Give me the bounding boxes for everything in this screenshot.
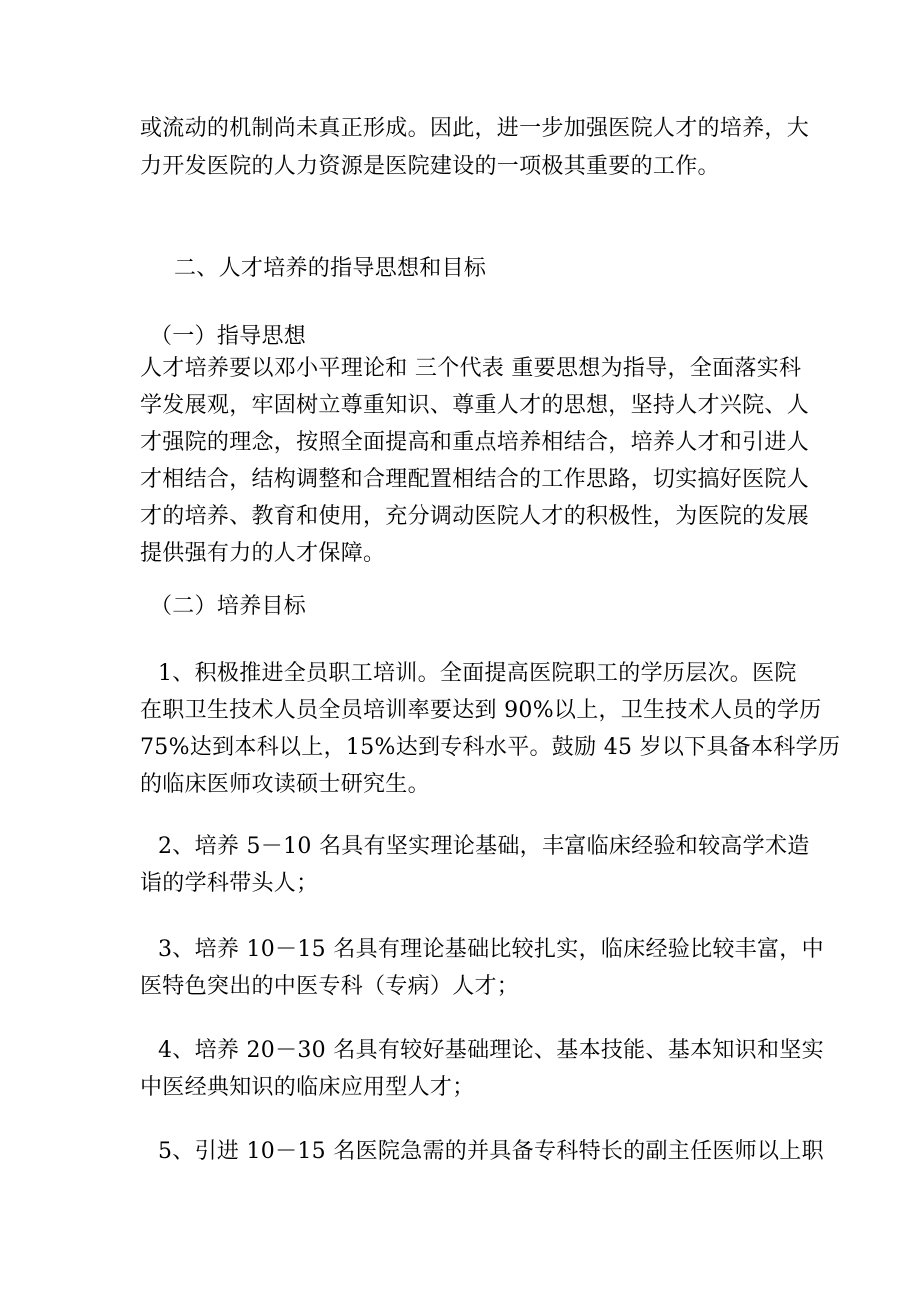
item-3-line-2: 医特色突出的中医专科（专病）人才； (140, 974, 520, 999)
item-5-line-1: 5、引进 10－15 名医院急需的并具备专科特长的副主任医师以上职 (158, 1139, 824, 1164)
guiding-line-5: 才的培养、教育和使用，充分调动医院人才的积极性，为医院的发展 (140, 504, 810, 529)
item-1-line-2: 在职卫生技术人员全员培训率要达到 90%以上，卫生技术人员的学历 (140, 698, 822, 723)
intro-line-2: 力开发医院的人力资源是医院建设的一项极其重要的工作。 (140, 154, 720, 179)
subsection-2-heading: （二）培养目标 (150, 594, 307, 619)
item-4-line-2: 中医经典知识的临床应用型人才； (140, 1075, 475, 1100)
item-1-line-3: 75%达到本科以上，15%达到专科水平。鼓励 45 岁以下具备本科学历 (140, 735, 841, 760)
guiding-line-6: 提供强有力的人才保障。 (140, 541, 386, 566)
guiding-line-2: 学发展观，牢固树立尊重知识、尊重人才的思想，坚持人才兴院、人 (140, 393, 810, 418)
item-4-line-1: 4、培养 20－30 名具有较好基础理论、基本技能、基本知识和坚实 (158, 1038, 824, 1063)
item-3-line-1: 3、培养 10－15 名具有理论基础比较扎实，临床经验比较丰富，中 (158, 937, 824, 962)
guiding-line-4: 才相结合，结构调整和合理配置相结合的工作思路，切实搞好医院人 (140, 467, 810, 492)
guiding-line-1: 人才培养要以邓小平理论和 三个代表 重要思想为指导，全面落实科 (140, 356, 802, 381)
subsection-1-heading: （一）指导思想 (150, 324, 307, 349)
guiding-line-3: 才强院的理念，按照全面提高和重点培养相结合，培养人才和引进人 (140, 430, 810, 455)
intro-line-1: 或流动的机制尚未真正形成。因此，进一步加强医院人才的培养，大 (140, 116, 810, 141)
item-1-line-4: 的临床医师攻读硕士研究生。 (140, 772, 430, 797)
item-1-line-1: 1、积极推进全员职工培训。全面提高医院职工的学历层次。医院 (158, 661, 797, 686)
item-2-line-1: 2、培养 5－10 名具有坚实理论基础，丰富临床经验和较高学术造 (158, 834, 810, 859)
section-2-heading: 二、人才培养的指导思想和目标 (174, 256, 487, 281)
item-2-line-2: 诣的学科带头人； (140, 871, 319, 896)
